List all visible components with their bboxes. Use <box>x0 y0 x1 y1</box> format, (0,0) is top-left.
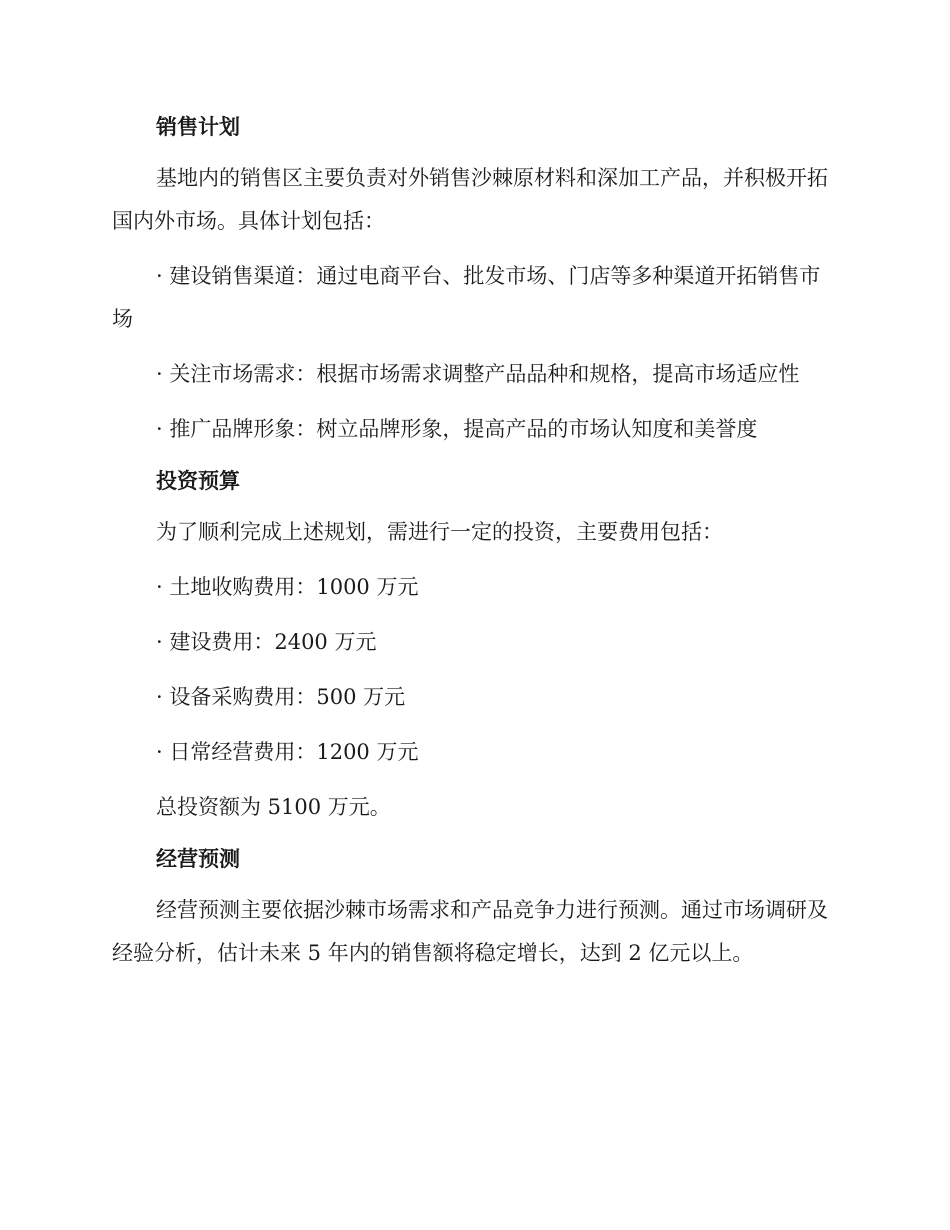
sales-plan-item: · 建设销售渠道：通过电商平台、批发市场、门店等多种渠道开拓销售市场 <box>112 264 821 331</box>
sales-plan-item: · 关注市场需求：根据市场需求调整产品品种和规格，提高市场适应性 <box>156 362 800 386</box>
section-heading-operation-forecast: 经营预测 <box>156 847 240 871</box>
investment-budget-item: · 设备采购费用：500 万元 <box>156 685 406 709</box>
operation-forecast-body: 经营预测主要依据沙棘市场需求和产品竞争力进行预测。通过市场调研及经验分析，估计未来 5 年内的销售额将稳定增长，达到 2 亿元以上。 <box>112 898 828 965</box>
investment-budget-item: · 建设费用：2400 万元 <box>156 630 377 654</box>
sales-plan-intro: 基地内的销售区主要负责对外销售沙棘原材料和深加工产品，并积极开拓国内外市场。具体计划包括： <box>112 166 828 233</box>
investment-budget-summary: 总投资额为 5100 万元。 <box>156 795 391 819</box>
investment-budget-item: · 日常经营费用：1200 万元 <box>156 740 419 764</box>
investment-budget-intro: 为了顺利完成上述规划，需进行一定的投资，主要费用包括： <box>156 520 723 544</box>
section-heading-investment-budget: 投资预算 <box>156 469 240 493</box>
sales-plan-item: · 推广品牌形象：树立品牌形象，提高产品的市场认知度和美誉度 <box>156 417 758 441</box>
investment-budget-item: · 土地收购费用：1000 万元 <box>156 575 419 599</box>
section-heading-sales-plan: 销售计划 <box>156 115 240 139</box>
